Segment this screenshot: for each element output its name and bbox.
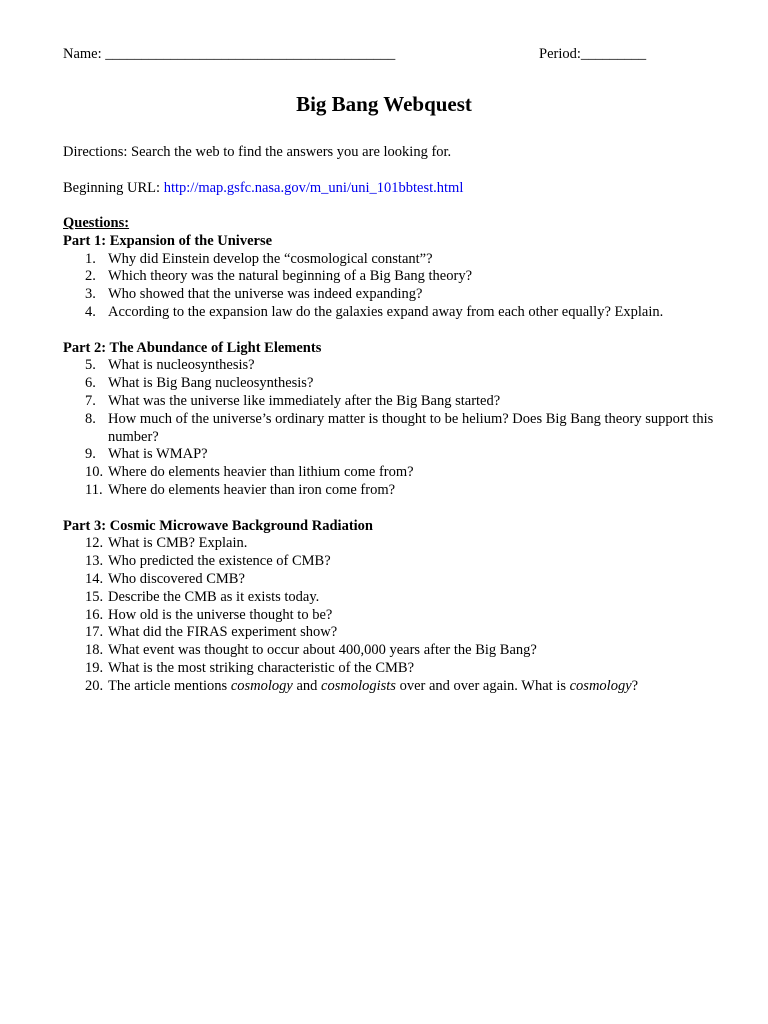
question-text: What is Big Bang nucleosynthesis?: [108, 375, 314, 392]
question-text: Where do elements heavier than lithium come from?: [108, 464, 414, 481]
emphasized-term: cosmology: [569, 677, 632, 694]
page-title: Big Bang Webquest: [296, 92, 472, 116]
question-number: 12.: [85, 535, 104, 552]
question-number: 10.: [85, 464, 104, 481]
question-item: [63, 624, 723, 642]
question-item: [63, 660, 723, 678]
question-text: Describe the CMB as it exists today.: [108, 588, 320, 605]
question-number: 1.: [85, 250, 96, 267]
question-text: How much of the universe’s ordinary matter is thought to be helium? Does Big Bang theory support this number?: [108, 410, 714, 445]
question-number: 16.: [85, 606, 104, 623]
question-text-part: and: [292, 677, 322, 694]
question-text: What is nucleosynthesis?: [108, 357, 255, 374]
question-item: [63, 571, 723, 589]
question-item: [63, 357, 723, 375]
question-text: What is CMB? Explain.: [108, 535, 248, 552]
question-number: 5.: [85, 357, 96, 374]
question-text-part: The article mentions: [108, 677, 231, 694]
emphasized-term: cosmology: [230, 677, 293, 694]
question-item: [63, 464, 723, 482]
question-item: [63, 393, 723, 411]
question-item: [63, 607, 723, 625]
question-text: Where do elements heavier than iron come from?: [108, 481, 396, 498]
spacer: [63, 500, 723, 518]
question-text-part: ?: [631, 677, 639, 694]
part-3-heading: Part 3: Cosmic Microwave Background Radiation: [63, 517, 373, 534]
beginning-url-label: Beginning URL:: [63, 180, 164, 196]
question-number: 20.: [85, 677, 104, 694]
question-text: Who showed that the universe was indeed expanding?: [108, 286, 423, 303]
directions-text: Directions: Search the web to find the answers you are looking for.: [63, 144, 452, 160]
question-item: [63, 482, 723, 500]
question-number: 9.: [85, 446, 96, 463]
question-number: 17.: [85, 624, 104, 641]
question-text: How old is the universe thought to be?: [108, 606, 333, 623]
question-text-part: over and over again. What is: [395, 677, 570, 694]
beginning-url-link[interactable]: http://map.gsfc.nasa.gov/m_uni/uni_101bbtest.html: [163, 180, 464, 196]
question-item: [63, 553, 723, 571]
question-item: [63, 535, 723, 553]
part-1-heading: Part 1: Expansion of the Universe: [63, 232, 273, 249]
question-item: [63, 589, 723, 607]
question-number: 2.: [85, 268, 96, 285]
question-text: Why did Einstein develop the “cosmological constant”?: [108, 250, 433, 267]
question-number: 4.: [85, 303, 96, 320]
question-text: Who predicted the existence of CMB?: [108, 553, 331, 570]
name-field[interactable]: Name: ________________________________________: [63, 46, 396, 62]
question-item: [63, 304, 723, 322]
question-text: Which theory was the natural beginning of a Big Bang theory?: [108, 268, 473, 285]
question-number: 13.: [85, 553, 104, 570]
question-text: What is the most striking characteristic of the CMB?: [108, 659, 415, 676]
question-text: What event was thought to occur about 400,000 years after the Big Bang?: [108, 642, 537, 659]
period-field[interactable]: Period:_________: [539, 46, 647, 62]
questions-section: [63, 215, 723, 696]
question-text: [108, 678, 723, 696]
question-text: What did the FIRAS experiment show?: [108, 624, 338, 641]
question-item: [63, 375, 723, 393]
question-number: 18.: [85, 642, 104, 659]
part-2-heading: Part 2: The Abundance of Light Elements: [63, 339, 322, 356]
emphasized-term: cosmologists: [321, 677, 396, 694]
question-text: What is WMAP?: [108, 446, 208, 463]
student-info-header: [63, 46, 663, 66]
question-text: What was the universe like immediately after the Big Bang started?: [108, 392, 501, 409]
beginning-url-line: [63, 180, 463, 197]
question-number: 6.: [85, 375, 96, 392]
question-item: [63, 446, 723, 464]
question-number: 3.: [85, 286, 96, 303]
question-number: 11.: [85, 481, 103, 498]
question-text: According to the expansion law do the galaxies expand away from each other equally? Explain.: [108, 303, 664, 320]
question-text: Who discovered CMB?: [108, 570, 245, 587]
question-number: 8.: [85, 410, 96, 427]
question-item: [63, 642, 723, 660]
question-item: [63, 286, 723, 304]
questions-heading: Questions:: [63, 215, 130, 231]
question-item: [63, 411, 723, 447]
question-number: 19.: [85, 659, 104, 676]
question-number: 7.: [85, 392, 96, 409]
question-number: 14.: [85, 570, 104, 587]
question-item: [63, 268, 723, 286]
question-number: 15.: [85, 588, 104, 605]
question-item: [63, 251, 723, 269]
question-item: [63, 678, 723, 696]
spacer: [63, 322, 723, 340]
